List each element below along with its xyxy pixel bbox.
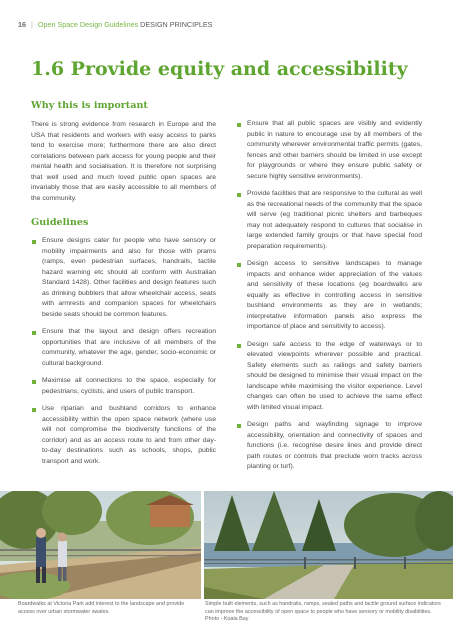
guideline-text: Design access to sensitive landscapes to manage impacts and enhance wider appreciation of the values and sensitivity of these locations (eg boardwalks are equally as effective in controlling access in sensitive bushland environments as they are in wetlands; interpretative information panels also express the importance of place and sensitivity to access). [247,260,422,330]
guideline-item [236,340,422,414]
running-header [18,18,438,32]
bullet-square-icon [237,193,241,197]
right-column [236,119,422,480]
boardwalk-photo-graphic [0,491,201,599]
bullet-square-icon [237,123,241,127]
guideline-item [236,420,422,473]
guideline-item [236,119,422,182]
guidelines-list-right [236,119,422,473]
boardwalk-photo [0,491,201,599]
guidelines-list-left [31,236,216,467]
bullet-square-icon [32,331,36,335]
guideline-text: Ensure that all public spaces are visibly and evidently public in nature to encourage use by all members of the community wherever environmental traffic permits (gates, fences and other barriers should be limited in use except for playgrounds or where they ensure public safety or secure highly sensitive environments). [247,120,422,180]
why-paragraph: There is strong evidence from research in Europe and the USA that residents and workers with easy access to parks tend to exercise more; furthermore there are also direct correlations between park access for young people and their mental health and socialisation. It is therefore not surprising that well used and much loved public open spaces are invariably those that are easily accessible to all members of the community. [31,121,216,202]
bullet-square-icon [237,424,241,428]
guideline-text: Design paths and wayfinding signage to improve accessibility, orientation and connectivity of spaces and functions (i.e. recognise desire lines and provide direct path routes or controls that preclude worn tracks across planting or turf). [247,421,422,470]
guideline-text: Ensure designs cater for people who have sensory or mobility impairments and also for those with prams (ramps, even pedestrian surfaces, handrails, tactile hazard warning etc should all conform with Australian Standard 1428). Other facilities and design features such as drinking bubblers that allow wheelchair access, seats with armrests and companion spaces for wheelchairs beside seats should be common features. [42,237,216,318]
right-photo-caption: Simple built elements, such as handrails, ramps, sealed paths and tactile ground surface indicators can improve the accessibility of open space to people who have sensory or mobility disabilities. Photo - Koala Bay [205,601,441,623]
bullet-square-icon [32,408,36,412]
guideline-text: Design safe access to the edge of waterways or to elevated viewpoints wherever possible and practical. Safety elements such as railings and safety barriers should be designed to minimise their visual impact on the landscape while maximising the visitor experience. Level changes can often be used to achieve the same effect with limited visual impact. [247,340,422,411]
park-pathway-photo [204,491,453,599]
guidelines-heading: Guidelines [31,217,89,228]
bullet-square-icon [32,240,36,244]
guideline-item [31,236,216,320]
left-photo-caption: Boardwalks at Victoria Park add interest to the landscape and provide access over urban stormwater swales. [18,601,185,615]
page-title: 1.6 Provide equity and accessibility [31,58,408,80]
guideline-item [31,327,216,369]
publication-name: Open Space Design Guidelines [37,20,139,29]
section-name: DESIGN PRINCIPLES [140,20,213,29]
guideline-text: Provide facilities that are responsive to the cultural as well as the recreational needs of the community that the space will serve (eg traditional picnic shelters and barbeques may not adequately respond to cultures that socialise in large extended family groups or that have special food preparation requirements). [247,190,422,250]
bullet-square-icon [32,380,36,384]
bullet-square-icon [237,344,241,348]
left-column [31,99,216,474]
park-pathway-photo-graphic [204,491,453,599]
guideline-text: Ensure that the layout and design offers recreation opportunities that are inclusive of all members of the community, whatever the age, gender, socio-economic or cultural background. [42,328,216,367]
why-heading: Why this is important [31,100,148,111]
guideline-item [31,404,216,467]
header-separator: | [31,20,33,29]
bullet-square-icon [237,263,241,267]
page-number: 16 [18,20,26,29]
guideline-text: Maximise all connections to the space, especially for pedestrians, cyclists, and users of public transport. [42,377,216,395]
guideline-item [236,189,422,252]
guideline-item [236,259,422,333]
guideline-text: Use riparian and bushland corridors to enhance accessibility within the open space network (where use will not compromise the biodiversity functions of the corridor) and as an access route to and from other day-to-day destinations such as schools, shops, public transport and work. [42,405,216,465]
guideline-item [31,376,216,397]
